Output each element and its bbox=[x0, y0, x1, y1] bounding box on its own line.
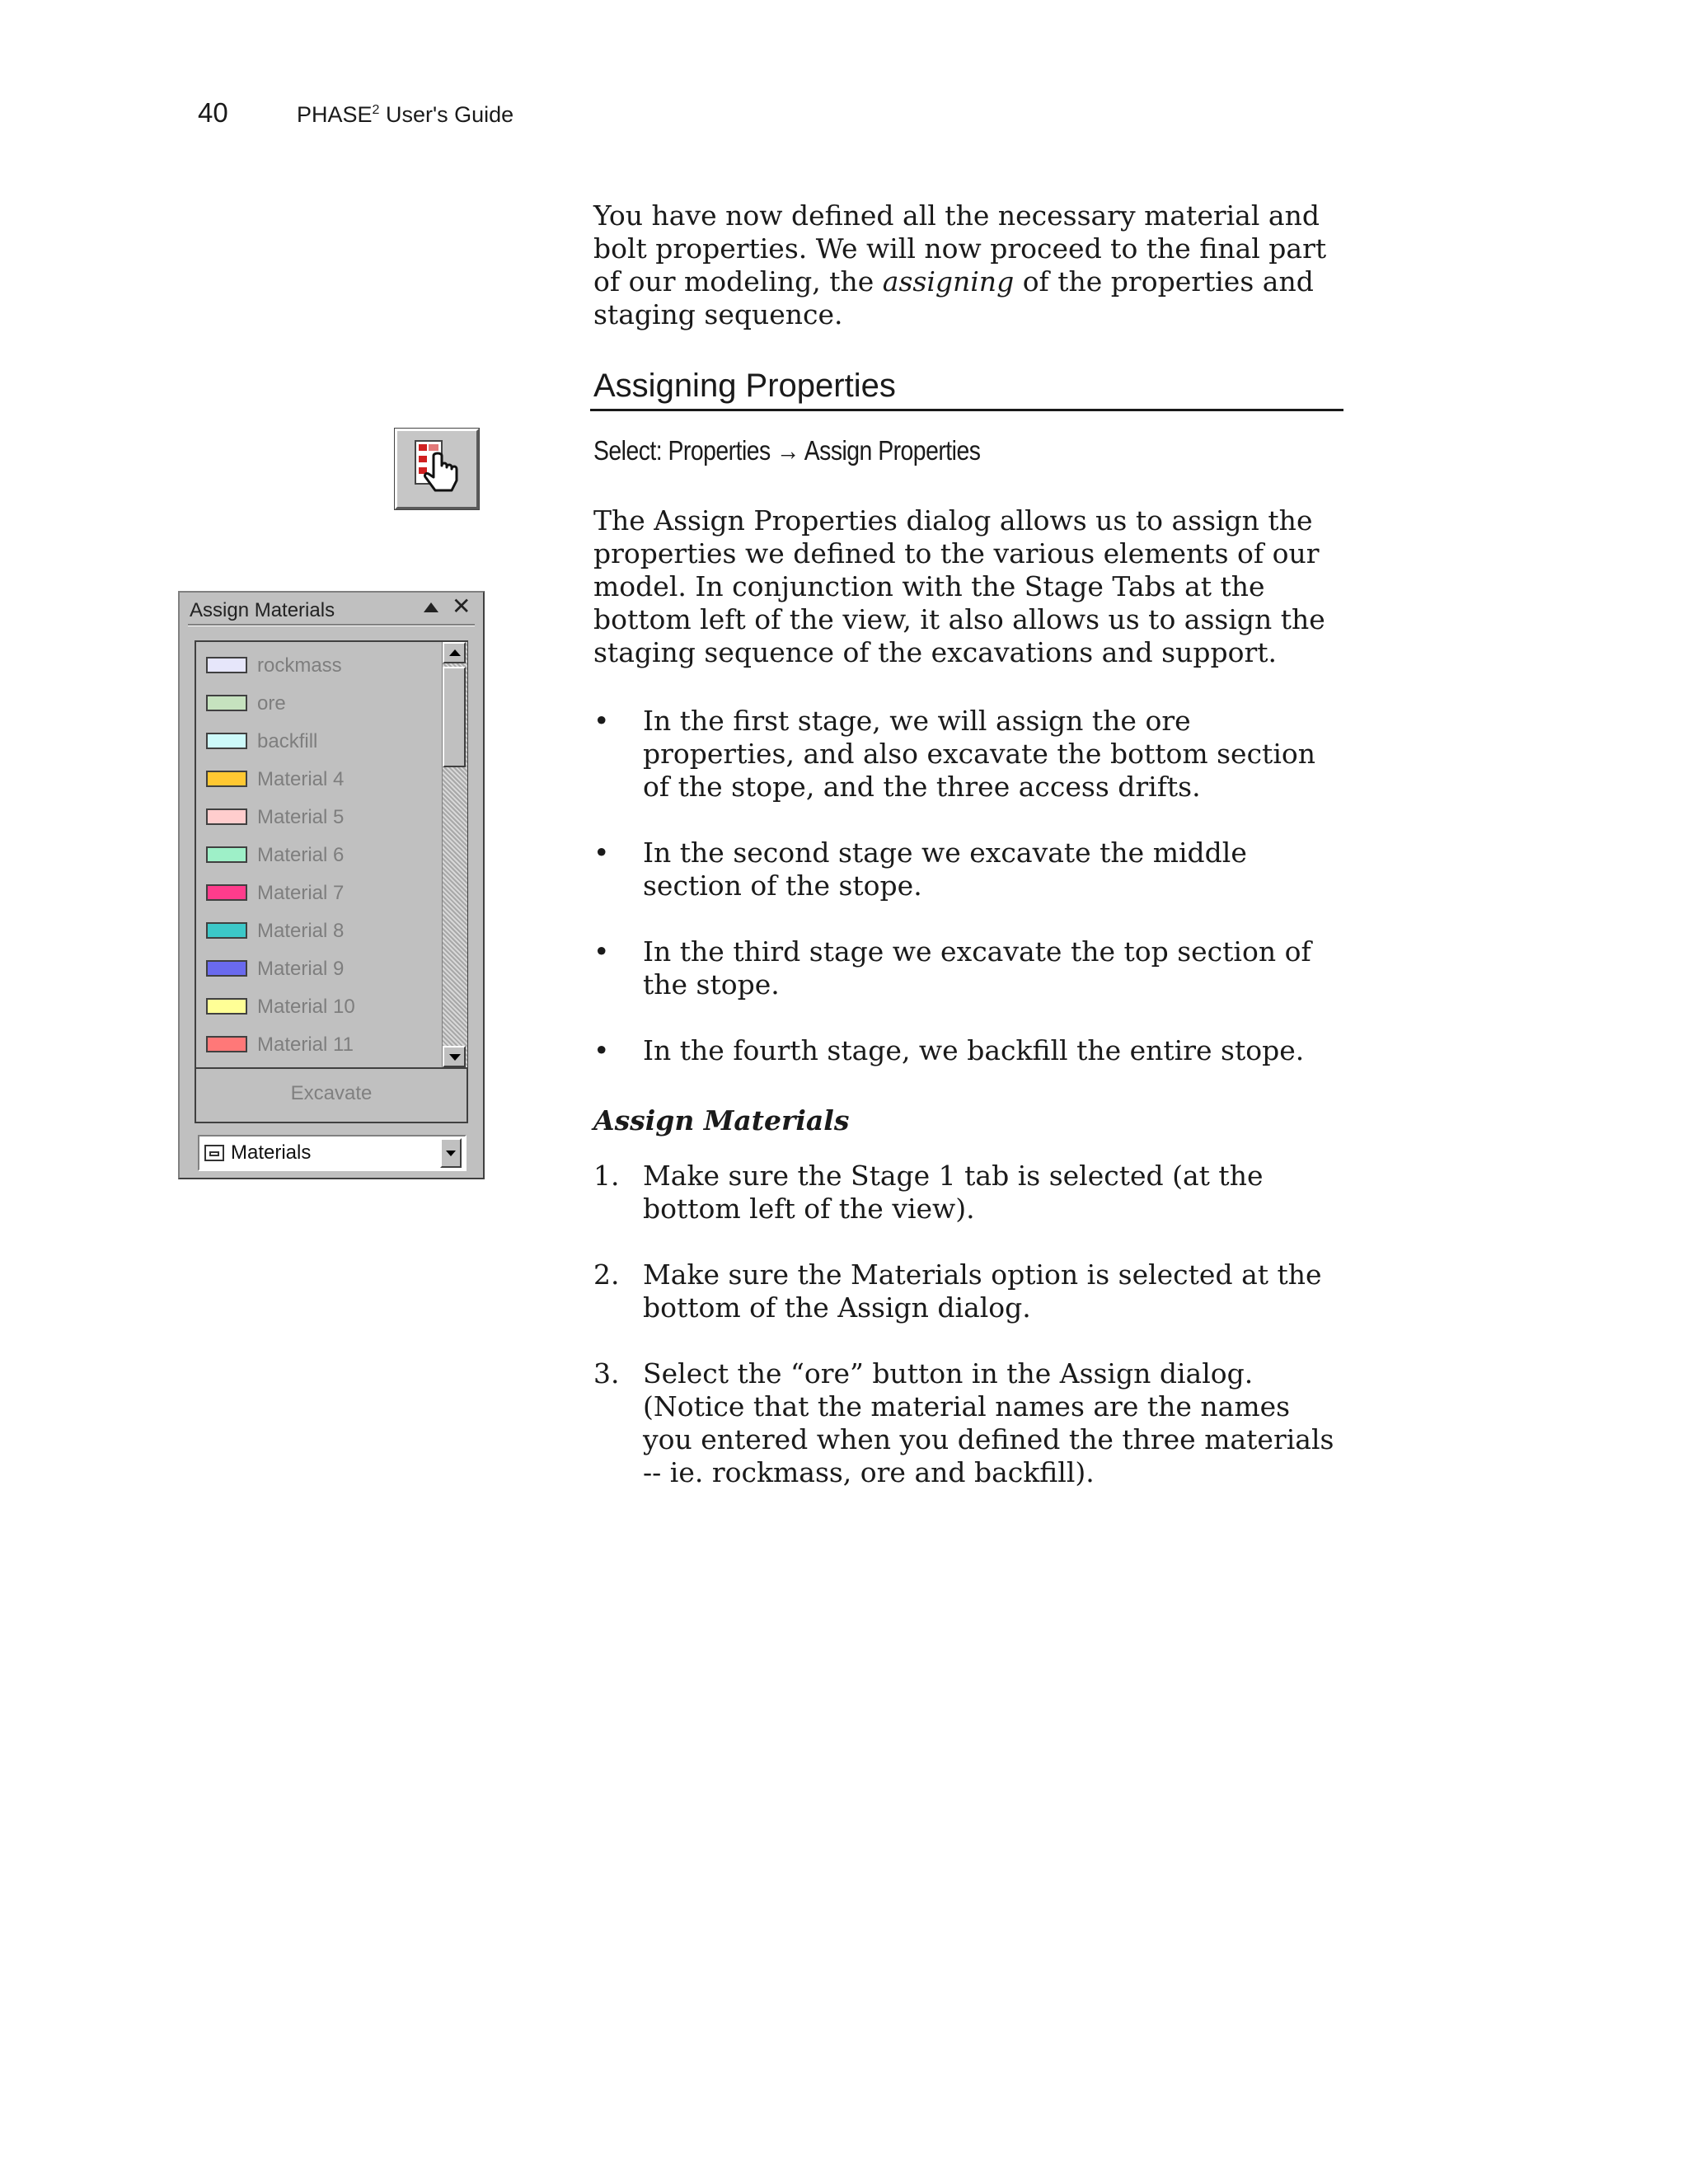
material-swatch bbox=[206, 695, 247, 711]
material-button-4[interactable] bbox=[206, 767, 441, 792]
material-button-11[interactable] bbox=[206, 1033, 441, 1057]
material-button-5[interactable] bbox=[206, 805, 441, 830]
material-label: Material 5 bbox=[257, 806, 345, 828]
scroll-down-icon[interactable] bbox=[443, 1046, 466, 1067]
intro-text-1: You have now defined all the necessary material and bolt properties. We will now proceed to the final part of our modeling, the bbox=[593, 199, 1327, 298]
step-item bbox=[593, 1357, 1335, 1489]
bullet-text: In the fourth stage, we backfill the entire stope. bbox=[643, 1034, 1305, 1066]
material-button-backfill[interactable] bbox=[206, 729, 441, 754]
bullet-item bbox=[593, 705, 1335, 804]
material-swatch bbox=[206, 960, 247, 977]
bullet-marker: • bbox=[593, 935, 610, 968]
material-label: backfill bbox=[257, 730, 318, 752]
scroll-thumb[interactable] bbox=[443, 667, 466, 767]
material-label: Material 8 bbox=[257, 920, 345, 942]
material-swatch bbox=[206, 884, 247, 901]
material-label: ore bbox=[257, 692, 286, 715]
step-item bbox=[593, 1160, 1335, 1226]
material-button-10[interactable] bbox=[206, 995, 441, 1019]
assign-properties-toolbar-button[interactable] bbox=[395, 429, 479, 509]
bullet-text: In the first stage, we will assign the ore properties, and also excavate the bottom section of the stope, and the three access drifts. bbox=[643, 705, 1315, 803]
assign-properties-hand-icon bbox=[397, 431, 476, 507]
chevron-down-icon[interactable] bbox=[440, 1138, 462, 1168]
bullet-text: In the third stage we excavate the top section of the stope. bbox=[643, 935, 1311, 1001]
materials-list bbox=[195, 640, 468, 1069]
header-title-rest: User's Guide bbox=[379, 102, 514, 127]
material-label: Material 6 bbox=[257, 844, 345, 866]
bullet-marker: • bbox=[593, 837, 610, 869]
intro-text-2: of the properties and staging sequence. bbox=[593, 265, 1314, 330]
step-item bbox=[593, 1258, 1335, 1324]
material-label: Material 9 bbox=[257, 958, 345, 980]
bullet-marker: • bbox=[593, 1034, 610, 1066]
close-icon[interactable]: ✕ bbox=[452, 593, 471, 619]
section-heading: Assigning Properties bbox=[593, 368, 896, 404]
bullet-text: In the second stage we excavate the middle section of the stope. bbox=[643, 837, 1247, 902]
material-button-rockmass[interactable] bbox=[206, 654, 441, 678]
material-label: rockmass bbox=[257, 654, 342, 677]
dialog-description: The Assign Properties dialog allows us to assign the properties we defined to the various elements of our model. In conjunction with the Stage Tabs at the bottom left of the view, it also allows us to assign the staging sequence of the excavations and support. bbox=[593, 504, 1325, 668]
materials-mode-icon bbox=[204, 1145, 224, 1161]
material-label: Material 7 bbox=[257, 882, 345, 904]
header-title-main: PHASE bbox=[297, 102, 373, 127]
intro-emphasis: assigning bbox=[882, 265, 1015, 298]
subsection-heading: Assign Materials bbox=[593, 1104, 850, 1137]
excavate-button[interactable]: Excavate bbox=[195, 1069, 468, 1123]
material-swatch bbox=[206, 998, 247, 1015]
material-label: Material 10 bbox=[257, 996, 355, 1018]
step-text: Make sure the Materials option is selected at the bottom of the Assign dialog. bbox=[643, 1258, 1322, 1324]
material-swatch bbox=[206, 1036, 247, 1052]
material-swatch bbox=[206, 733, 247, 749]
bullet-item bbox=[593, 935, 1335, 1001]
material-label: Material 11 bbox=[257, 1033, 354, 1056]
select-menu-path: Select: Properties → Assign Properties bbox=[593, 435, 981, 466]
material-button-7[interactable] bbox=[206, 881, 441, 906]
dropdown-selected-value: Materials bbox=[231, 1141, 312, 1164]
step-text: Make sure the Stage 1 tab is selected (at the bottom left of the view). bbox=[643, 1160, 1264, 1225]
bullet-item bbox=[593, 837, 1335, 902]
material-button-9[interactable] bbox=[206, 957, 441, 982]
material-swatch bbox=[206, 846, 247, 863]
page-number: 40 bbox=[198, 97, 228, 128]
scroll-up-icon[interactable] bbox=[443, 642, 466, 663]
material-button-ore[interactable] bbox=[206, 691, 441, 716]
collapse-icon[interactable] bbox=[424, 602, 438, 612]
title-divider bbox=[188, 624, 475, 626]
bullet-item bbox=[593, 1034, 1335, 1067]
step-number: 2. bbox=[593, 1258, 620, 1291]
assign-mode-dropdown[interactable] bbox=[198, 1135, 467, 1171]
section-rule bbox=[590, 409, 1343, 411]
material-swatch bbox=[206, 657, 247, 673]
step-number: 1. bbox=[593, 1160, 620, 1192]
bullet-marker: • bbox=[593, 705, 610, 737]
material-button-8[interactable] bbox=[206, 919, 441, 944]
material-swatch bbox=[206, 922, 247, 939]
header-title-superscript: 2 bbox=[372, 103, 380, 117]
material-swatch bbox=[206, 771, 247, 787]
list-scrollbar[interactable] bbox=[442, 642, 467, 1067]
panel-title: Assign Materials bbox=[190, 599, 335, 621]
material-swatch bbox=[206, 808, 247, 825]
step-number: 3. bbox=[593, 1357, 620, 1390]
intro-paragraph bbox=[593, 199, 1339, 331]
material-label: Material 4 bbox=[257, 768, 345, 790]
step-text: Select the “ore” button in the Assign dialog. (Notice that the material names are the names you entered when you defined the three materials -- ie. rockmass, ore and backfill). bbox=[643, 1357, 1334, 1488]
running-header bbox=[297, 102, 513, 128]
material-button-6[interactable] bbox=[206, 843, 441, 868]
assign-materials-panel bbox=[178, 591, 485, 1179]
